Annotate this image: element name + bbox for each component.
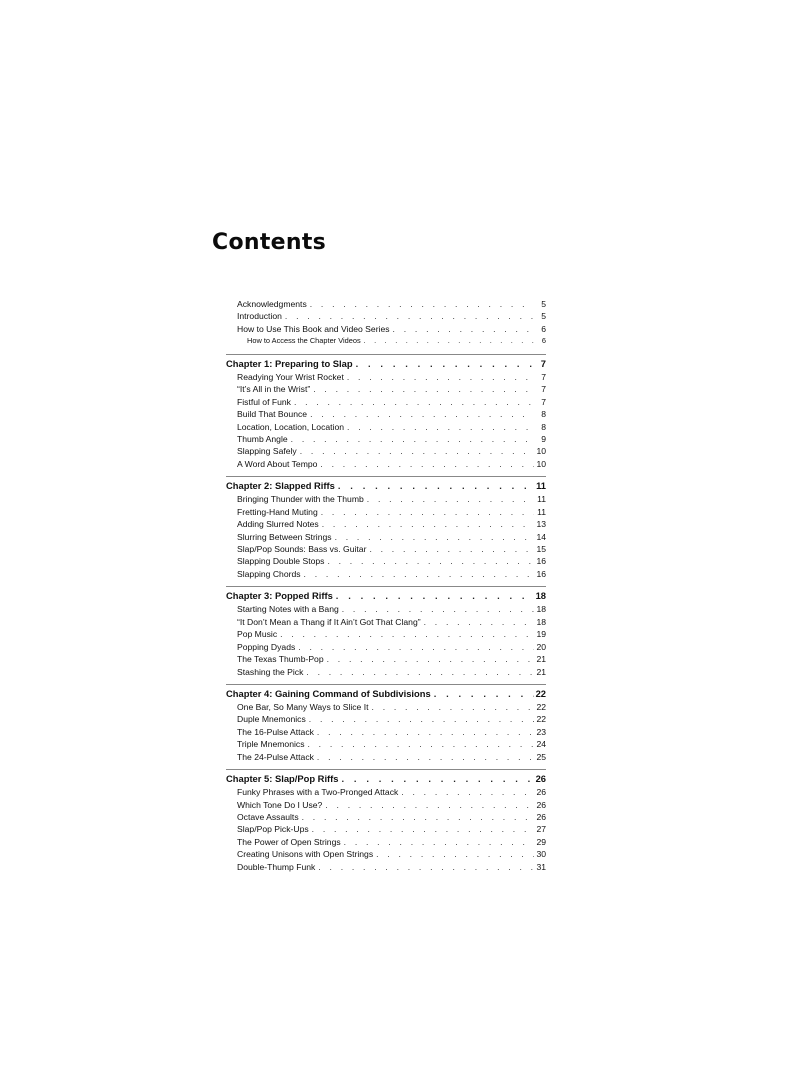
- toc-entry[interactable]: [226, 506, 546, 518]
- toc-page-number: 10: [536, 446, 546, 457]
- toc-page-number: 21: [536, 654, 546, 665]
- page-title: Contents: [212, 230, 327, 255]
- toc-page-number: 14: [536, 531, 546, 542]
- chapter-heading[interactable]: [226, 354, 546, 371]
- toc-page-number: 7: [541, 396, 546, 407]
- leader-dots: [291, 433, 534, 445]
- leader-dots: [347, 421, 534, 433]
- leader-dots: [317, 726, 534, 738]
- leader-dots: [367, 493, 534, 505]
- toc-entry-label: Slapping Double Stops: [237, 556, 325, 567]
- toc-page-number: 22: [536, 701, 546, 712]
- leader-dots: [327, 555, 534, 567]
- chapter-heading[interactable]: [226, 769, 546, 786]
- leader-dots: [294, 396, 534, 408]
- toc-page-number: 26: [536, 799, 546, 810]
- leader-dots: [310, 298, 534, 310]
- toc-page-number: 15: [536, 544, 546, 554]
- chapter-heading[interactable]: [226, 586, 546, 603]
- toc-entry[interactable]: [226, 323, 546, 335]
- toc-page-number: 22: [535, 687, 546, 699]
- chapter-heading[interactable]: [226, 476, 546, 493]
- toc-entry[interactable]: [226, 531, 546, 543]
- toc-entry-label: How to Access the Chapter Videos: [247, 336, 361, 346]
- toc-page-number: 16: [536, 556, 546, 567]
- toc-entry-label: Pop Music: [237, 629, 278, 640]
- leader-dots: [310, 408, 534, 420]
- chapter-3-group: [226, 586, 546, 678]
- toc-entry-label: Fretting-Hand Muting: [237, 506, 318, 517]
- leader-dots: [308, 738, 535, 750]
- toc-entry-label: The 24-Pulse Attack: [237, 751, 314, 762]
- toc-page-number: 26: [536, 787, 546, 798]
- toc-entry-label: Funky Phrases with a Two-Pronged Attack: [237, 787, 399, 798]
- leader-dots: [304, 568, 534, 580]
- toc-entry-label: Triple Mnemonics: [237, 739, 305, 750]
- leader-dots: [309, 713, 534, 725]
- toc-page-number: 11: [537, 506, 546, 517]
- chapter-title: Chapter 2: Slapped Riffs: [226, 480, 335, 492]
- leader-dots: [317, 751, 534, 763]
- toc-entry[interactable]: [226, 616, 546, 628]
- front-matter-list: [226, 298, 546, 348]
- toc-entry-label: Build That Bounce: [237, 409, 308, 420]
- toc-entry[interactable]: [226, 433, 546, 445]
- toc-entry-label: Slapping Safely: [237, 446, 297, 457]
- toc-entry[interactable]: [226, 408, 546, 420]
- chapter-title: Chapter 5: Slap/Pop Riffs: [226, 773, 339, 785]
- toc-entry[interactable]: [226, 823, 546, 835]
- toc-entry-label: Popping Dyads: [237, 641, 296, 652]
- toc-entry-label: Fistful of Funk: [237, 396, 291, 407]
- toc-entry-label: Starting Notes with a Bang: [237, 604, 339, 615]
- toc-entry[interactable]: [226, 298, 546, 310]
- toc-entry-label: Thumb Angle: [237, 433, 288, 444]
- toc-page-number: 5: [541, 299, 546, 309]
- leader-dots: [302, 811, 534, 823]
- table-of-contents: [226, 298, 546, 873]
- toc-page-number: 31: [536, 861, 546, 872]
- toc-entry[interactable]: [226, 701, 546, 713]
- toc-subentry[interactable]: [226, 335, 546, 347]
- toc-entry[interactable]: [226, 799, 546, 811]
- leader-dots: [322, 518, 534, 530]
- toc-entry[interactable]: [226, 383, 546, 395]
- toc-page-number: 10: [536, 458, 546, 469]
- leader-dots: [347, 371, 534, 383]
- toc-entry[interactable]: [226, 518, 546, 530]
- chapter-5-group: [226, 769, 546, 873]
- chapter-2-group: [226, 476, 546, 580]
- toc-page-number: 21: [536, 666, 546, 677]
- leader-dots: [320, 458, 534, 470]
- leader-dots: [300, 445, 534, 457]
- toc-entry-label: Octave Assaults: [237, 812, 299, 822]
- leader-dots: [280, 628, 534, 640]
- toc-entry-label: Introduction: [237, 311, 282, 322]
- toc-page-number: 16: [536, 568, 546, 579]
- toc-entry[interactable]: [226, 543, 546, 555]
- leader-dots: [342, 771, 534, 786]
- leader-dots: [298, 641, 534, 653]
- toc-entry-label: Duple Mnemonics: [237, 714, 306, 725]
- toc-entry-label: Readying Your Wrist Rocket: [237, 371, 344, 382]
- toc-page-number: 19: [536, 629, 546, 640]
- leader-dots: [364, 335, 536, 347]
- chapter-4-group: [226, 684, 546, 763]
- leader-dots: [356, 356, 536, 371]
- toc-entry-label: Slap/Pop Pick-Ups: [237, 824, 309, 835]
- leader-dots: [312, 823, 534, 835]
- leader-dots: [401, 786, 534, 798]
- chapter-title: Chapter 3: Popped Riffs: [226, 590, 333, 602]
- toc-entry-label: The Texas Thumb-Pop: [237, 654, 324, 665]
- toc-page-number: 11: [537, 494, 546, 505]
- toc-entry[interactable]: [226, 568, 546, 580]
- toc-entry[interactable]: [226, 371, 546, 383]
- leader-dots: [306, 666, 534, 678]
- leader-dots: [372, 701, 534, 713]
- leader-dots: [344, 836, 534, 848]
- toc-page-number: 8: [541, 409, 546, 420]
- toc-entry[interactable]: [226, 310, 546, 322]
- toc-entry[interactable]: [226, 713, 546, 725]
- leader-dots: [335, 531, 534, 543]
- toc-entry-label: Slap/Pop Sounds: Bass vs. Guitar: [237, 544, 367, 554]
- leader-dots: [325, 799, 534, 811]
- toc-entry-label: Location, Location, Location: [237, 421, 345, 432]
- toc-entry[interactable]: [226, 458, 546, 470]
- toc-entry[interactable]: [226, 811, 546, 823]
- leader-dots: [318, 861, 534, 873]
- leader-dots: [376, 848, 534, 860]
- toc-page-number: 7: [541, 384, 546, 395]
- toc-page-number: 18: [536, 616, 546, 627]
- toc-page-number: 18: [536, 604, 546, 615]
- leader-dots: [321, 506, 534, 518]
- toc-entry[interactable]: [226, 653, 546, 665]
- toc-page-number: 23: [536, 726, 546, 737]
- leader-dots: [327, 653, 534, 665]
- toc-entry[interactable]: [226, 751, 546, 763]
- toc-page-number: 26: [536, 812, 546, 822]
- toc-entry[interactable]: [226, 666, 546, 678]
- chapter-title: Chapter 4: Gaining Command of Subdivisions: [226, 687, 431, 699]
- toc-entry-label: The Power of Open Strings: [237, 836, 341, 847]
- toc-entry-label: Creating Unisons with Open Strings: [237, 849, 374, 860]
- toc-entry[interactable]: [226, 628, 546, 640]
- toc-page-number: 18: [535, 590, 546, 602]
- leader-dots: [313, 383, 534, 395]
- toc-entry[interactable]: [226, 493, 546, 505]
- toc-page-number: 30: [536, 849, 546, 860]
- toc-entry-label: Double-Thump Funk: [237, 861, 316, 872]
- leader-dots: [393, 323, 534, 335]
- toc-entry-label: Bringing Thunder with the Thumb: [237, 494, 364, 505]
- toc-page-number: 20: [536, 641, 546, 652]
- toc-page-number: 9: [541, 433, 546, 444]
- toc-entry-label: Adding Slurred Notes: [237, 519, 319, 530]
- leader-dots: [336, 588, 534, 603]
- toc-entry-label: “It’s All in the Wrist”: [237, 384, 311, 395]
- leader-dots: [424, 616, 534, 628]
- leader-dots: [342, 603, 534, 615]
- toc-page-number: 8: [541, 421, 546, 432]
- toc-page-number: 26: [535, 773, 546, 785]
- toc-entry-label: How to Use This Book and Video Series: [237, 323, 390, 334]
- toc-page-number: 22: [536, 714, 546, 725]
- toc-page-number: 5: [541, 311, 546, 322]
- toc-page-number: 6: [541, 323, 546, 334]
- toc-entry-label: Slapping Chords: [237, 568, 301, 579]
- leader-dots: [369, 543, 534, 555]
- chapter-1-group: [226, 354, 546, 471]
- toc-page-number: 27: [536, 824, 546, 835]
- chapter-title: Chapter 1: Preparing to Slap: [226, 357, 353, 369]
- toc-entry[interactable]: [226, 603, 546, 615]
- toc-entry[interactable]: [226, 836, 546, 848]
- toc-entry-label: A Word About Tempo: [237, 458, 318, 469]
- toc-entry-label: The 16-Pulse Attack: [237, 726, 314, 737]
- toc-entry-label: Slurring Between Strings: [237, 531, 332, 542]
- toc-entry[interactable]: [226, 421, 546, 433]
- toc-entry[interactable]: [226, 861, 546, 873]
- leader-dots: [434, 686, 534, 701]
- toc-entry[interactable]: [226, 445, 546, 457]
- toc-page-number: 7: [540, 357, 546, 369]
- leader-dots: [338, 478, 534, 493]
- toc-page-number: 11: [536, 480, 546, 492]
- toc-page-number: 25: [536, 751, 546, 762]
- toc-entry-label: Which Tone Do I Use?: [237, 799, 323, 810]
- toc-entry-label: Stashing the Pick: [237, 666, 304, 677]
- toc-entry-label: One Bar, So Many Ways to Slice It: [237, 701, 369, 712]
- chapter-heading[interactable]: [226, 684, 546, 701]
- toc-page-number: 6: [541, 336, 546, 346]
- toc-entry[interactable]: [226, 641, 546, 653]
- toc-entry[interactable]: [226, 848, 546, 860]
- toc-entry-label: Acknowledgments: [237, 299, 307, 309]
- toc-entry[interactable]: [226, 555, 546, 567]
- toc-entry-label: “It Don’t Mean a Thang if It Ain’t Got That Clang”: [237, 616, 421, 627]
- toc-page-number: 24: [536, 739, 546, 750]
- toc-page-number: 13: [536, 519, 546, 530]
- toc-entry[interactable]: [226, 738, 546, 750]
- toc-page-number: 29: [536, 836, 546, 847]
- toc-entry[interactable]: [226, 726, 546, 738]
- toc-entry[interactable]: [226, 396, 546, 408]
- leader-dots: [285, 310, 534, 322]
- toc-entry[interactable]: [226, 786, 546, 798]
- toc-page-number: 7: [541, 371, 546, 382]
